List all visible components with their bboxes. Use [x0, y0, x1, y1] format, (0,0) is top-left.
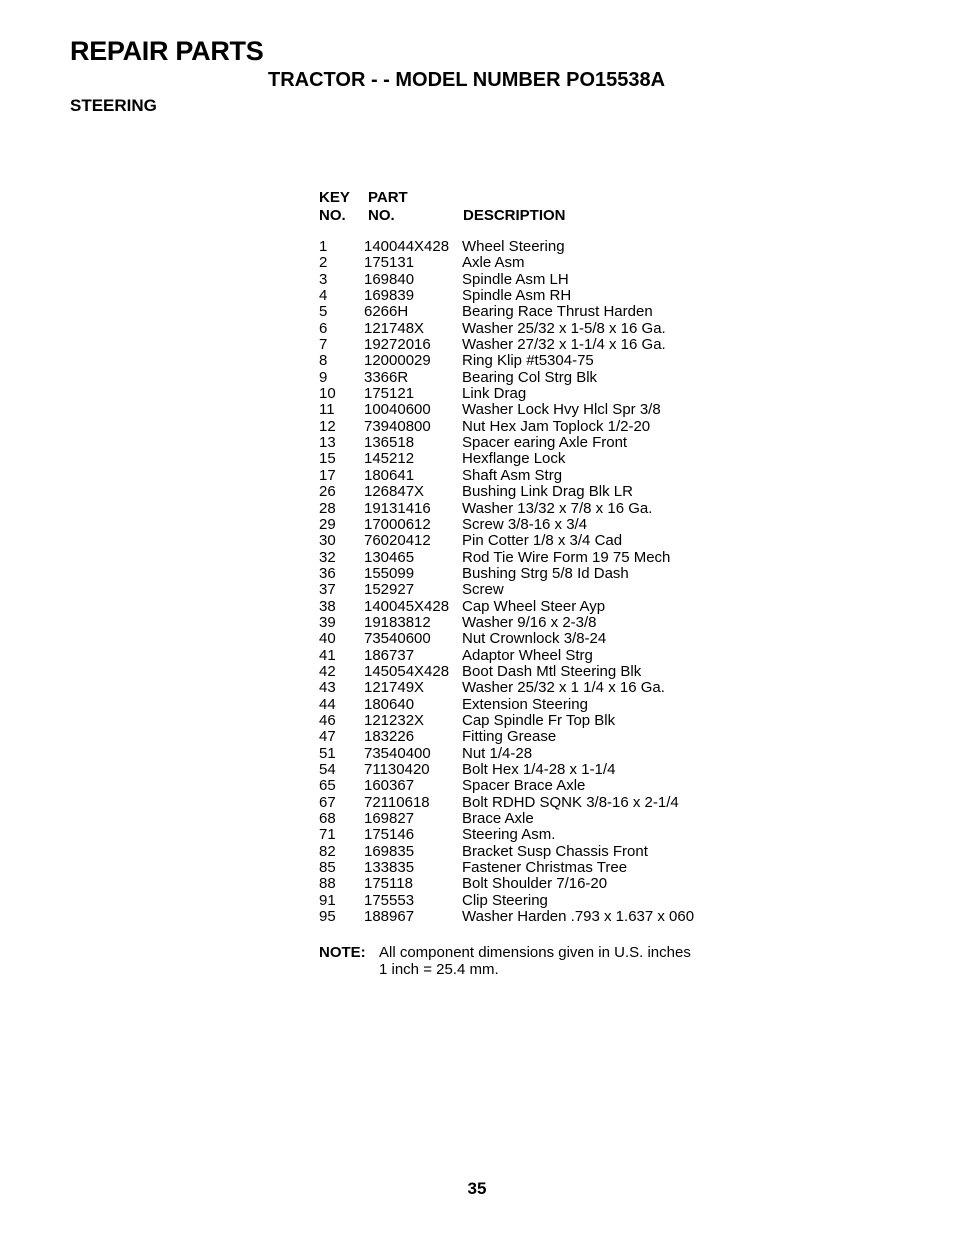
key-no: 29 [319, 515, 336, 533]
description: Extension Steering [462, 695, 588, 713]
description: Brace Axle [462, 810, 534, 828]
key-no: 10 [319, 385, 336, 403]
key-no: 88 [319, 875, 336, 893]
part-no: 19272016 [364, 336, 431, 354]
description: Link Drag [462, 385, 527, 403]
description: Nut 1/4-28 [462, 744, 533, 762]
key-no: 8 [319, 352, 328, 370]
description: Washer Lock Hvy Hlcl Spr 3/8 [462, 401, 661, 419]
description: Washer Harden .793 x 1.637 x 060 [462, 908, 695, 926]
key-no: 9 [319, 368, 328, 386]
key-no: 1 [319, 238, 328, 255]
key-no: 6 [319, 319, 328, 337]
description: Spacer Brace Axle [462, 777, 586, 795]
description: Bolt Hex 1/4-28 x 1-1/4 [462, 761, 616, 778]
key-no: 67 [319, 793, 336, 811]
key-no: 2 [319, 254, 328, 272]
description: Spindle Asm RH [462, 287, 572, 305]
key-no: 15 [319, 450, 336, 468]
part-no: 180640 [364, 695, 415, 713]
description: Clip Steering [462, 891, 548, 909]
part-no: 186737 [364, 646, 415, 664]
part-no: 175131 [364, 254, 415, 272]
key-no: 71 [319, 826, 336, 844]
description: Boot Dash Mtl Steering Blk [462, 662, 642, 680]
key-no: 85 [319, 859, 336, 877]
part-no: 73540400 [364, 744, 431, 762]
key-no: 46 [319, 711, 336, 729]
note-label: NOTE: [319, 944, 366, 961]
note-text-line2: 1 inch = 25.4 mm. [379, 960, 499, 978]
key-no: 38 [319, 597, 336, 615]
description: Bushing Link Drag Blk LR [462, 483, 633, 501]
part-no: 140044X428 [364, 238, 450, 255]
part-no: 136518 [364, 434, 415, 452]
key-no: 91 [319, 891, 336, 909]
description: Bearing Race Thrust Harden [462, 303, 653, 321]
part-no: 10040600 [364, 401, 431, 419]
part-no: 17000612 [364, 515, 431, 533]
part-no: 73940800 [364, 417, 431, 435]
part-no: 19183812 [364, 613, 431, 631]
description: Bearing Col Strg Blk [462, 368, 598, 386]
description: Axle Asm [462, 254, 525, 272]
description: Fastener Christmas Tree [462, 859, 628, 877]
model-subtitle: TRACTOR - - MODEL NUMBER PO15538A [268, 69, 666, 91]
description: Bolt RDHD SQNK 3/8-16 x 2-1/4 [462, 793, 679, 811]
description: Pin Cotter 1/8 x 3/4 Cad [462, 532, 623, 550]
description: Washer 9/16 x 2-3/8 [462, 613, 597, 631]
key-no: 37 [319, 581, 336, 599]
key-no: 65 [319, 777, 336, 795]
part-no: 183226 [364, 728, 415, 746]
description: Bolt Shoulder 7/16-20 [462, 875, 608, 893]
part-no: 133835 [364, 859, 415, 877]
part-no: 175553 [364, 891, 415, 909]
description: Bracket Susp Chassis Front [462, 842, 648, 860]
key-no: 43 [319, 679, 336, 697]
description: Screw 3/8-16 x 3/4 [462, 515, 588, 533]
key-no: 11 [319, 401, 335, 419]
description: Washer 25/32 x 1 1/4 x 16 Ga. [462, 679, 665, 697]
description: Wheel Steering [462, 238, 565, 255]
part-no: 12000029 [364, 352, 431, 370]
key-no: 12 [319, 417, 336, 435]
key-no: 32 [319, 548, 336, 566]
key-no: 47 [319, 728, 336, 746]
part-no: 169827 [364, 810, 415, 828]
description: Nut Crownlock 3/8-24 [462, 630, 607, 648]
description: Cap Wheel Steer Ayp [462, 597, 606, 615]
part-no: 73540600 [364, 630, 431, 648]
note-text-line1: All component dimensions given in U.S. inches [379, 944, 691, 961]
description: Screw [462, 581, 504, 599]
key-no: 40 [319, 630, 336, 648]
description: Shaft Asm Strg [462, 466, 563, 484]
part-no: 145212 [364, 450, 415, 468]
page-title: REPAIR PARTS [70, 36, 264, 66]
key-no: 4 [319, 287, 328, 305]
description: Spacer earing Axle Front [462, 434, 628, 452]
part-header-line2: NO. [368, 207, 395, 224]
description: Washer 25/32 x 1-5/8 x 16 Ga. [462, 319, 666, 337]
part-no: 126847X [364, 483, 425, 501]
part-no: 175146 [364, 826, 415, 844]
part-no: 169835 [364, 842, 415, 860]
part-no: 160367 [364, 777, 415, 795]
part-no: 188967 [364, 908, 415, 926]
key-no: 51 [319, 744, 336, 762]
key-no: 17 [319, 466, 336, 484]
key-no: 82 [319, 842, 336, 860]
key-no: 3 [319, 270, 328, 288]
key-no: 68 [319, 810, 336, 828]
description: Hexflange Lock [462, 450, 566, 468]
description-header: DESCRIPTION [463, 207, 566, 224]
part-no: 72110618 [364, 793, 430, 811]
key-no: 44 [319, 695, 336, 713]
description: Adaptor Wheel Strg [462, 646, 593, 664]
part-no: 169840 [364, 270, 415, 288]
part-no: 145054X428 [364, 662, 450, 680]
description: Ring Klip #t5304-75 [462, 352, 594, 370]
description: Cap Spindle Fr Top Blk [462, 711, 616, 729]
part-no: 169839 [364, 287, 415, 305]
part-no: 121232X [364, 711, 425, 729]
part-no: 121748X [364, 319, 425, 337]
part-no: 180641 [364, 466, 415, 484]
description: Washer 27/32 x 1-1/4 x 16 Ga. [462, 336, 666, 354]
description: Bushing Strg 5/8 Id Dash [462, 564, 629, 582]
description: Fitting Grease [462, 728, 557, 746]
key-no: 41 [319, 646, 336, 664]
part-no: 152927 [364, 581, 415, 599]
description: Steering Asm. [462, 826, 556, 844]
part-no: 19131416 [364, 499, 431, 517]
description: Washer 13/32 x 7/8 x 16 Ga. [462, 499, 653, 517]
key-no: 95 [319, 908, 336, 926]
key-header-line2: NO. [319, 207, 346, 224]
description: Nut Hex Jam Toplock 1/2-20 [462, 417, 651, 435]
key-no: 54 [319, 761, 336, 778]
part-no: 155099 [364, 564, 415, 582]
key-no: 30 [319, 532, 336, 550]
part-no: 175121 [364, 385, 415, 403]
key-no: 39 [319, 613, 336, 631]
key-header-line1: KEY [319, 189, 350, 206]
key-no: 13 [319, 434, 336, 452]
key-no: 5 [319, 303, 328, 321]
key-no: 28 [319, 499, 336, 517]
key-no: 42 [319, 662, 336, 680]
part-no: 175118 [364, 875, 413, 893]
part-no: 3366R [364, 368, 409, 386]
part-no: 6266H [364, 303, 409, 321]
part-no: 71130420 [364, 761, 430, 778]
description: Rod Tie Wire Form 19 75 Mech [462, 548, 671, 566]
section-heading: STEERING [70, 96, 157, 115]
description: Spindle Asm LH [462, 270, 569, 288]
part-no: 140045X428 [364, 597, 450, 615]
page-number: 35 [467, 1179, 487, 1198]
part-no: 76020412 [364, 532, 431, 550]
key-no: 36 [319, 564, 336, 582]
part-no: 121749X [364, 679, 425, 697]
key-no: 7 [319, 336, 328, 354]
part-header-line1: PART [368, 189, 408, 206]
key-no: 26 [319, 483, 336, 501]
part-no: 130465 [364, 548, 415, 566]
